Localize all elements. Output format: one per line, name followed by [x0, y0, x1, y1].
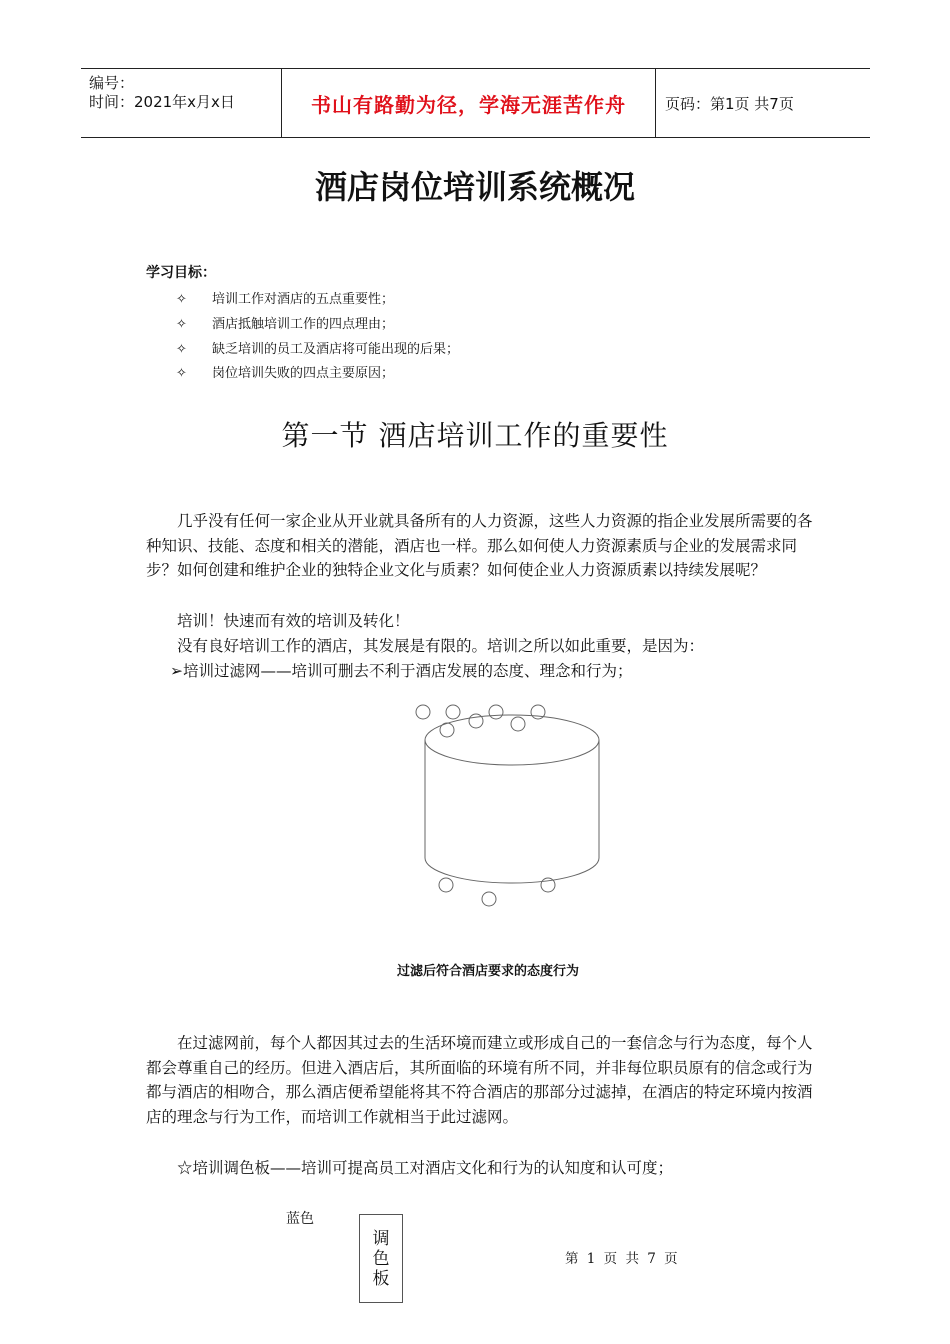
bullet-filter-net: ➢培训过滤网——培训可删去不利于酒店发展的态度、理念和行为； — [170, 662, 633, 680]
cylinder-top — [425, 715, 599, 765]
particle — [489, 705, 503, 719]
number-label: 编号： — [89, 74, 135, 92]
figure-caption: 过滤后符合酒店要求的态度行为 — [396, 964, 579, 979]
particle — [440, 723, 454, 737]
palette-char: 板 — [372, 1268, 390, 1289]
bullet-palette: ☆培训调色板——培训可提高员工对酒店文化和行为的认知度和认可度； — [177, 1159, 674, 1177]
header-motto-cell — [281, 69, 656, 137]
paragraph-intro: 几乎没有任何一家企业从开业就具备所有的人力资源，这些人力资源的指企业发展所需要的各种知识、技能、态度和相关的潜能，酒店也一样。那么如何使人力资源素质与企业的发展需求同步？如何创建和维护企业的独特企业文化与质素？如何使企业人力资源质素以持续发展呢？ — [146, 512, 813, 579]
page-footer: 第 1 页 共 7 页 — [565, 1251, 678, 1267]
goal-item — [176, 313, 394, 332]
particle — [531, 705, 545, 719]
goal-item — [176, 288, 394, 307]
particle — [482, 892, 496, 906]
particle — [439, 878, 453, 892]
goal-text: 培训工作对酒店的五点重要性； — [212, 292, 395, 307]
document-title: 酒店岗位培训系统概况 — [314, 168, 635, 206]
header-page-info: 页码：第1页 共7页 — [665, 94, 794, 113]
section-title: 第一节 酒店培训工作的重要性 — [281, 419, 669, 452]
diamond-bullet-icon: ✧ — [176, 342, 187, 357]
filter-net-figure — [410, 700, 610, 910]
palette-char: 调 — [372, 1228, 390, 1249]
goal-text: 岗位培训失败的四点主要原因； — [212, 366, 395, 381]
paragraph-filter-explained: 在过滤网前，每个人都因其过去的生活环境而建立或形成自己的一套信念与行为态度，每个人都会尊重自己的经历。但进入酒店后，其所面临的环境有所不同，并非每位职员原有的信念或行为都与酒店的相吻合，那么酒店便希望能将其不符合酒店的那部分过滤掉，在酒店的特定环境内按酒店的理念与行为工作，而培训工作就相当于此过滤网。 — [146, 1034, 813, 1126]
goal-item — [176, 338, 459, 357]
time-label: 时间：2021年x月x日 — [89, 93, 235, 111]
header-page-cell — [655, 69, 870, 137]
cylinder-bottom — [425, 858, 599, 883]
palette-char: 色 — [372, 1248, 390, 1269]
goal-item — [176, 362, 394, 381]
header-meta — [81, 69, 281, 137]
palette-box — [359, 1214, 403, 1303]
diamond-bullet-icon: ✧ — [176, 292, 187, 307]
blue-label: 蓝色 — [286, 1211, 314, 1227]
particle — [469, 714, 483, 728]
goals-heading: 学习目标： — [146, 265, 216, 281]
goal-text: 酒店抵触培训工作的四点理由； — [212, 317, 395, 332]
particle — [541, 878, 555, 892]
header-motto: 书山有路勤为径，学海无涯苦作舟 — [311, 92, 626, 117]
particle — [416, 705, 430, 719]
particle — [446, 705, 460, 719]
diamond-bullet-icon: ✧ — [176, 317, 187, 332]
paragraph-training: 培训！快速而有效的培训及转化！ — [177, 612, 410, 630]
paragraph-reason: 没有良好培训工作的酒店，其发展是有限的。培训之所以如此重要，是因为： — [177, 637, 705, 655]
document-header — [81, 68, 870, 138]
particle — [511, 717, 525, 731]
diamond-bullet-icon: ✧ — [176, 366, 187, 381]
goal-text: 缺乏培训的员工及酒店将可能出现的后果； — [212, 342, 460, 357]
